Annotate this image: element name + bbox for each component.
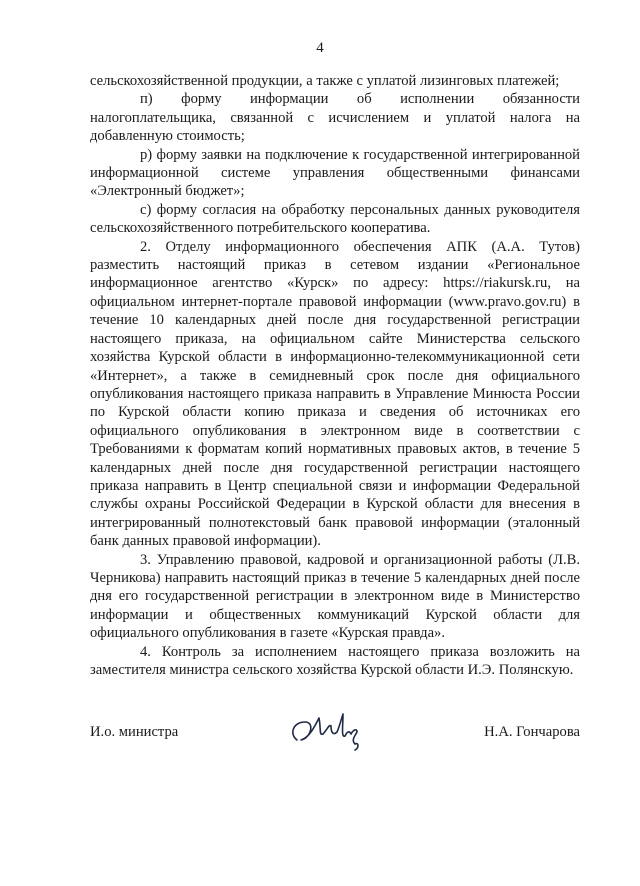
paragraph-clause-3: 3. Управлению правовой, кадровой и организационной работы (Л.В. Черникова) направить настоящий приказ в течение 5 календарных дней после дня его государственной регистрации в электронном виде в Министерство информации и общественных коммуникаций Курской области для официального опубликования в газете «Курская правда». bbox=[90, 551, 580, 642]
signatory-name: Н.А. Гончарова bbox=[484, 724, 580, 740]
handwritten-signature bbox=[285, 704, 375, 754]
paragraph-continuation: сельскохозяйственной продукции, а также с уплатой лизинговых платежей; bbox=[90, 73, 560, 89]
paragraph-item-s: с) форму согласия на обработку персональных данных руководителя сельскохозяйственного потребительского кооператива. bbox=[90, 201, 580, 237]
document-body bbox=[90, 72, 580, 679]
paragraph-clause-4: 4. Контроль за исполнением настоящего приказа возложить на заместителя министра сельского хозяйства Курской области И.Э. Полянскую. bbox=[90, 643, 580, 678]
paragraph-item-p: п) форму информации об исполнении обязанности налогоплательщика, связанной с исчислением и уплатой налога на добавленную стоимость; bbox=[90, 91, 580, 145]
page-number: 4 bbox=[316, 40, 324, 56]
paragraph-clause-2: 2. Отделу информационного обеспечения АПК (А.А. Тутов) разместить настоящий приказ в сетевом издании «Региональное информационное агентство «Курск» по адресу: https://riakursk.ru, на официальном интернет-портале правовой информации (www.pravo.gov.ru) в течение 10 календарных дней после дня государственной регистрации настоящего приказа, на официальном сайте Министерства сельского хозяйства Курской области в информационно-телекоммуникационной сети «Интернет», а также в семидневный срок после дня официального опубликования настоящего приказа направить в Управление Минюста России по Курской области копию приказа и сведения об источниках его официального опубликования в электронном виде в соответствии с Требованиями к форматам копий нормативных правовых актов, в течение 5 календарных дней после дня государственной регистрации настоящего приказа направить в Центр специальной связи и информации Федеральной службы охраны Российской Федерации в Курской области для внесения в интегрированный полнотекстовый банк правовой информации (эталонный банк данных правовой информации). bbox=[90, 238, 580, 550]
signatory-position: И.о. министра bbox=[90, 724, 179, 740]
paragraph-item-r: р) форму заявки на подключение к государственной интегрированной информационной системе управления общественными финансами «Электронный бюджет»; bbox=[90, 146, 580, 200]
signature-block bbox=[90, 704, 580, 764]
